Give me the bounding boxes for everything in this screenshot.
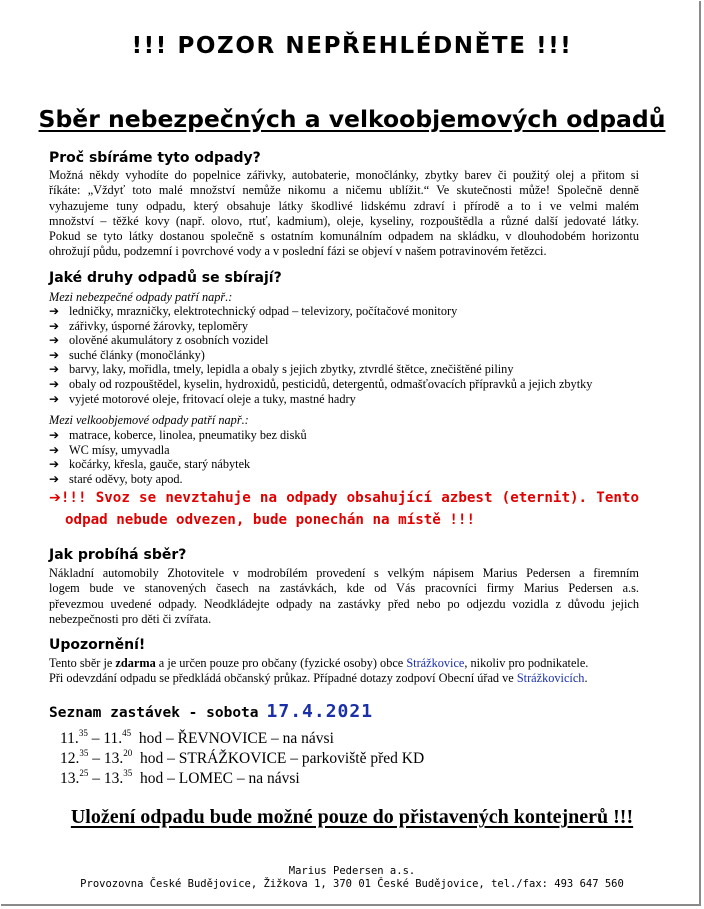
schedule-heading: Seznam zastávek - sobota 17.4.2021 [49, 701, 374, 722]
hazardous-label: Mezi nebezpečné odpady patří např.: [49, 290, 233, 304]
stop-row: 11.35 – 11.45 hod – ŘEVNOVICE – na návsi [60, 728, 334, 747]
how-paragraph [49, 566, 639, 627]
notice-line: Při odevzdání odpadu se předkládá občanský průkaz. Případné dotazy zodpoví Obecní úřad ve Strážkovicích. [49, 671, 588, 686]
right-arrow-icon: ➔ [49, 304, 60, 318]
list-item: ➔ suché články (monočlánky) [49, 347, 205, 362]
right-arrow-icon: ➔ [49, 442, 60, 457]
stop-row: 12.35 – 13.20 hod – STRÁŽKOVICE – parkoviště před KD [60, 748, 425, 767]
list-item: ➔ obaly od rozpouštědel, kyselin, hydroxidů, pesticidů, detergentů, odmašťovacích přípravků a jejich zbytky [49, 376, 593, 391]
how-line: nebezpečnosti pro děti či zvířata. [49, 611, 212, 626]
stop-row: 13.25 – 13.35 hod – LOMEC – na návsi [60, 768, 300, 787]
right-arrow-icon: ➔ [49, 428, 60, 442]
right-arrow-icon: ➔ [49, 333, 60, 348]
kinds-heading: Jaké druhy odpadů se sbírají? [49, 270, 282, 286]
bulky-label: Mezi velkoobjemové odpady patří např.: [49, 413, 249, 427]
final-note: Uložení odpadu bude možné pouze do přistavených kontejnerů !!! [70, 806, 634, 828]
footer-company: Marius Pedersen a.s. [288, 865, 416, 877]
right-arrow-icon: ➔ [49, 347, 60, 362]
list-item: ➔ WC mísy, umyvadla [49, 442, 170, 457]
list-item: ➔ ledničky, mrazničky, elektrotechnický odpad – televizory, počítačové monitory [49, 304, 458, 318]
list-item: ➔ olověné akumulátory z osobních vozidel [49, 333, 269, 348]
asbestos-line: ➔!!! Svoz se nevztahuje na odpady obsahující azbest (eternit). Tento [49, 490, 639, 506]
list-item: ➔ vyjeté motorové oleje, fritovací oleje a tuky, mastné hadry [49, 391, 356, 406]
right-arrow-icon: ➔ [49, 471, 60, 486]
why-heading: Proč sbíráme tyto odpady? [49, 150, 261, 166]
schedule-date: 17.4.2021 [266, 701, 374, 722]
main-title: Sběr nebezpečných a velkoobjemových odpadů [38, 105, 666, 133]
list-item: ➔ staré oděvy, boty apod. [49, 471, 183, 486]
right-arrow-icon: ➔ [49, 362, 60, 377]
village-link[interactable]: Strážkovice [406, 656, 465, 670]
why-paragraph [49, 168, 639, 260]
list-item: ➔ barvy, laky, mořidla, tmely, lepidla a obaly s jejich zbytky, ztvrdlé štětce, znečištěné piliny [49, 362, 514, 377]
notice-line: Tento sběr je zdarma a je určen pouze pro občany (fyzické osoby) obce Strážkovice, nikoliv pro podnikatele. [49, 656, 589, 670]
list-item: ➔ matrace, koberce, linolea, pneumatiky bez disků [49, 428, 307, 442]
bulky-list [49, 428, 307, 486]
right-arrow-icon: ➔ [49, 376, 60, 391]
why-line: ohrožují půdu, podzemní i povrchové vody a v poslední fázi se objeví v našem potravinovém řetězci. [49, 244, 547, 259]
hazardous-list [49, 304, 592, 406]
why-line: Pokud se tyto látky dostanou společně s ostatním komunálním odpadem na skládku, v dlouhodobém horizontu [49, 229, 639, 244]
notice-paragraph [49, 656, 639, 687]
how-line: logem bude ve stanovených časech na zastávkách, kde od Vás pracovníci firmy Marius Pedersen a.s. [49, 581, 639, 596]
free-label: zdarma [115, 656, 156, 670]
right-arrow-icon: ➔ [49, 457, 60, 472]
list-item: ➔ zářivky, úsporné žárovky, teploměry [49, 318, 249, 333]
right-arrow-icon: ➔ [49, 391, 60, 406]
why-line: Možná někdy vyhodíte do popelnice zářivky, autobaterie, monočlánky, zbytky barev či použitý olej a přitom si [49, 168, 639, 182]
why-line: říkáte: „Vždyť toto malé množství nemůže nikomu a ničemu ublížit.“ Ve skutečnosti může! Společně denně [49, 183, 639, 198]
warning-title: !!! POZOR NEPŘEHLÉDNĚTE !!! [131, 33, 573, 59]
how-line: převezmou uvedené odpady. Neodkládejte odpady na zastávky před nebo po odjezdu vozidla z důvodu jejich [49, 596, 639, 611]
why-line: vyhazujeme tuny odpadu, který obsahuje látky škodlivé lidskému zdraví i přírodě a to i ve velmi malém [49, 198, 639, 213]
village-link[interactable]: Strážkovicích [516, 671, 585, 686]
footer-address: Provozovna České Budějovice, Žižkova 1, 370 01 České Budějovice, tel./fax: 493 647 560 [80, 878, 624, 890]
why-line: množství – těžké kovy (např. olovo, rtuť, kadmium), oleje, kyseliny, rozpouštědla a různé další jedovaté látky. [49, 213, 639, 228]
asbestos-warning [49, 487, 639, 531]
asbestos-line: odpad nebude odvezen, bude ponechán na místě !!! [65, 512, 475, 528]
how-line: Nákladní automobily Zhotovitele v modrobílém provedení s velkým nápisem Marius Pedersen a firemním [49, 566, 639, 580]
right-arrow-icon: ➔ [49, 318, 60, 333]
list-item: ➔ kočárky, křesla, gauče, starý nábytek [49, 457, 251, 472]
notice-heading: Upozornění! [49, 637, 146, 653]
how-heading: Jak probíhá sběr? [49, 547, 187, 563]
right-arrow-icon: ➔ [49, 490, 61, 506]
